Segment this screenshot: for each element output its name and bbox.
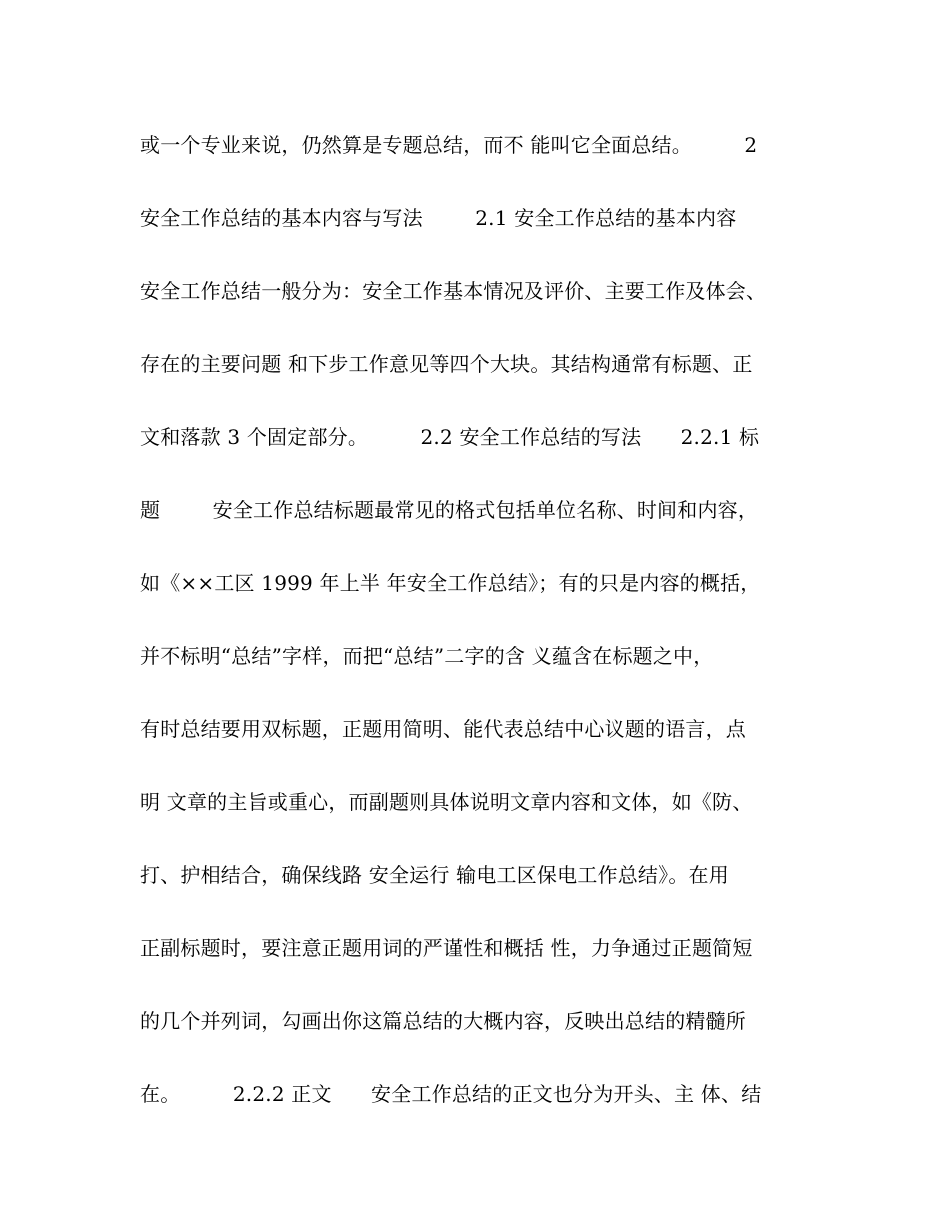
text-line: 明 文章的主旨或重心，而副题则具体说明文章内容和文体，如《防、 [140,790,753,814]
text-line: 正副标题时，要注意正题用词的严谨性和概括 性，力争通过正题简短 [140,936,753,960]
text-line: 打、护相结合，确保线路 安全运行 输电工区保电工作总结》。在用 [140,863,729,887]
text-line: 的几个并列词，勾画出你这篇总结的大概内容，反映出总结的精髓所 [140,1009,746,1033]
text-line: 有时总结要用双标题，正题用简明、能代表总结中心议题的语言，点 [140,717,746,741]
text-line: 安全工作总结的基本内容与写法 2.1 安全工作总结的基本内容 [140,206,737,230]
text-line: 题 安全工作总结标题最常见的格式包括单位名称、时间和内容， [140,498,759,522]
text-line: 文和落款 3 个固定部分。 2.2 安全工作总结的写法 2.2.1 标 [140,425,760,449]
text-line: 存在的主要问题 和下步工作意见等四个大块。其结构通常有标题、正 [140,352,753,376]
text-line: 在。 2.2.2 正文 安全工作总结的正文也分为开头、主 体、结 [140,1082,762,1106]
text-line: 安全工作总结一般分为：安全工作基本情况及评价、主要工作及体会、 [140,279,767,303]
text-line: 或一个专业来说，仍然算是专题总结，而不 能叫它全面总结。 2 [140,133,758,157]
text-line: 如《××工区 1999 年上半 年安全工作总结》；有的只是内容的概括， [140,571,761,595]
text-line: 并不标明“总结”字样，而把“总结”二字的含 义蕴含在标题之中， [140,644,714,668]
